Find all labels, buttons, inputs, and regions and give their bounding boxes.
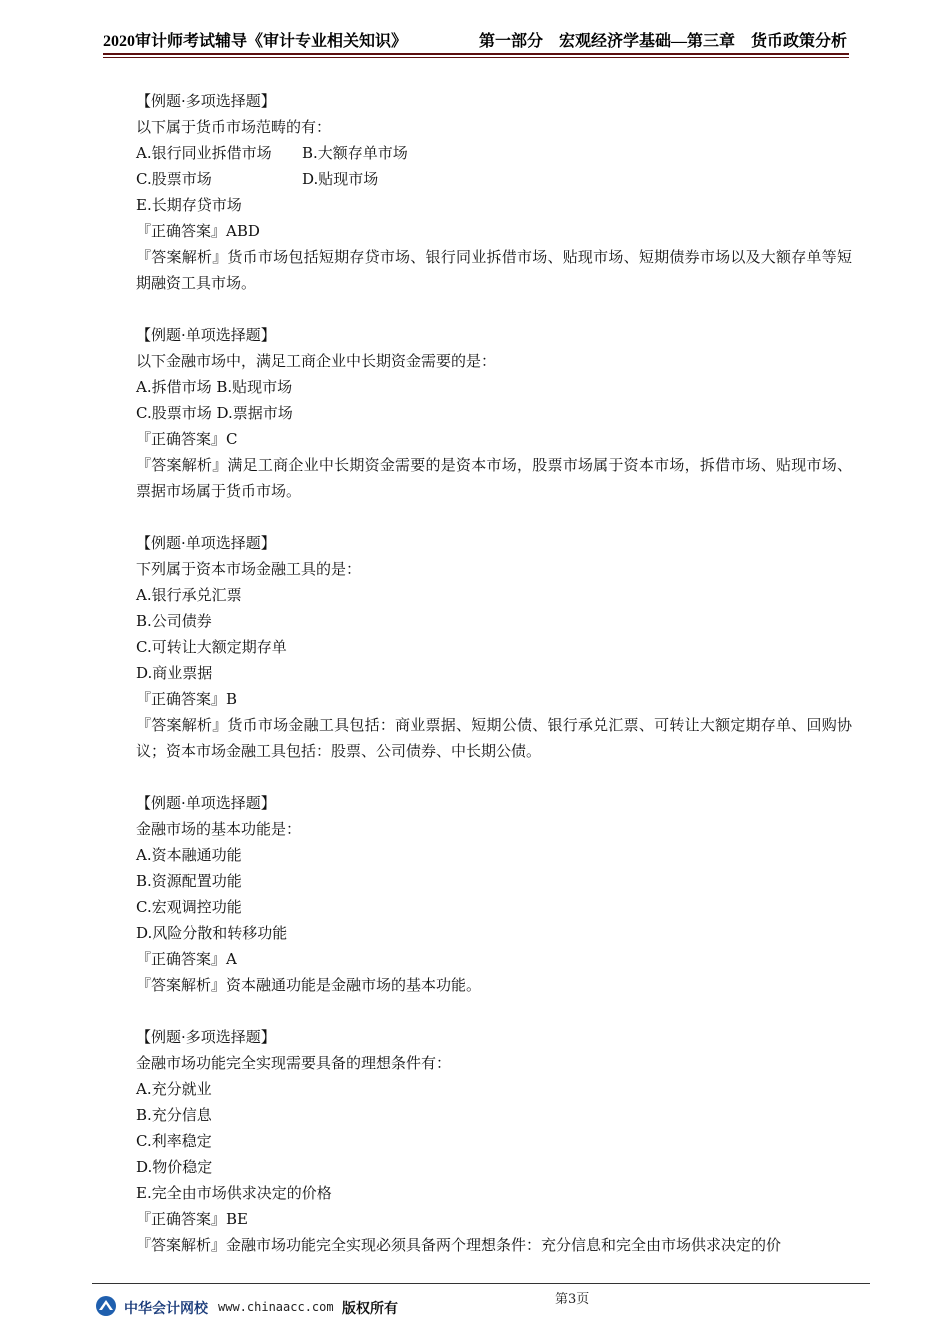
option-d: D.风险分散和转移功能 [136, 924, 288, 942]
option-b: B.资源配置功能 [136, 872, 242, 890]
option-a: A.资本融通功能 [136, 846, 242, 864]
question-tag: 【例题·单项选择题】 [136, 794, 276, 812]
option-d: D.商业票据 [136, 664, 213, 682]
question-block-5 [136, 1024, 852, 1258]
option-c: C.利率稳定 [136, 1132, 212, 1150]
correct-answer: 『正确答案』B [136, 690, 238, 708]
option-e: E.完全由市场供求决定的价格 [136, 1184, 332, 1202]
footer-rule [92, 1283, 870, 1284]
footer-brand: 中华会计网校 [124, 1301, 208, 1317]
option-a: A.银行同业拆借市场 [136, 144, 272, 162]
header-rule-thick [103, 53, 849, 55]
option-b: B.公司债券 [136, 612, 212, 630]
option-a: A.充分就业 [136, 1080, 212, 1098]
correct-answer: 『正确答案』C [136, 430, 238, 448]
header-title-left: 2020审计师考试辅导《审计专业相关知识》 [103, 33, 408, 50]
option-c: C.宏观调控功能 [136, 898, 242, 916]
chinaacc-logo-icon [95, 1295, 117, 1317]
question-tag: 【例题·多项选择题】 [136, 92, 276, 110]
page-content [136, 88, 852, 1284]
question-stem: 金融市场功能完全实现需要具备的理想条件有： [136, 1054, 452, 1072]
question-block-2 [136, 322, 852, 504]
answer-analysis: 『答案解析』货币市场金融工具包括：商业票据、短期公债、银行承兑汇票、可转让大额定期存单、回购协议；资本市场金融工具包括：股票、公司债券、中长期公债。 [136, 716, 852, 760]
option-b: B.充分信息 [136, 1106, 212, 1124]
question-tag: 【例题·单项选择题】 [136, 326, 276, 344]
option-c: C.股票市场 [136, 170, 212, 188]
page-number: 第3页 [555, 1292, 590, 1307]
option-d: D.贴现市场 [302, 170, 379, 188]
question-stem: 下列属于资本市场金融工具的是： [136, 560, 362, 578]
option-e: E.长期存贷市场 [136, 196, 242, 214]
answer-analysis: 『答案解析』资本融通功能是金融市场的基本功能。 [136, 976, 482, 994]
header-rule-thin [103, 57, 849, 58]
answer-analysis: 『答案解析』货币市场包括短期存贷市场、银行同业拆借市场、贴现市场、短期债券市场以及大额存单等短期融资工具市场。 [136, 248, 852, 292]
question-block-3 [136, 530, 852, 764]
correct-answer: 『正确答案』ABD [136, 222, 260, 240]
answer-analysis: 『答案解析』满足工商企业中长期资金需要的是资本市场，股票市场属于资本市场，拆借市场、贴现市场、票据市场属于货币市场。 [136, 456, 852, 500]
option-line: A.拆借市场 B.贴现市场 [136, 378, 293, 396]
correct-answer: 『正确答案』BE [136, 1210, 248, 1228]
answer-analysis: 『答案解析』金融市场功能完全实现必须具备两个理想条件：充分信息和完全由市场供求决定的价 [136, 1236, 782, 1254]
option-row [136, 166, 852, 192]
option-line: C.股票市场 D.票据市场 [136, 404, 293, 422]
option-d: D.物价稳定 [136, 1158, 213, 1176]
option-a: A.银行承兑汇票 [136, 586, 242, 604]
question-tag: 【例题·单项选择题】 [136, 534, 276, 552]
footer-rights: 版权所有 [342, 1301, 398, 1317]
footer-url[interactable]: www.chinaacc.com [218, 1300, 334, 1314]
question-block-1 [136, 88, 852, 296]
option-c: C.可转让大额定期存单 [136, 638, 287, 656]
option-b: B.大额存单市场 [302, 144, 408, 162]
question-stem: 金融市场的基本功能是： [136, 820, 302, 838]
option-row [136, 140, 852, 166]
correct-answer: 『正确答案』A [136, 950, 237, 968]
question-block-4 [136, 790, 852, 998]
question-stem: 以下属于货币市场范畴的有： [136, 118, 332, 136]
question-tag: 【例题·多项选择题】 [136, 1028, 276, 1046]
header-title-right: 第一部分 宏观经济学基础—第三章 货币政策分析 [478, 33, 847, 50]
question-stem: 以下金融市场中，满足工商企业中长期资金需要的是： [136, 352, 497, 370]
